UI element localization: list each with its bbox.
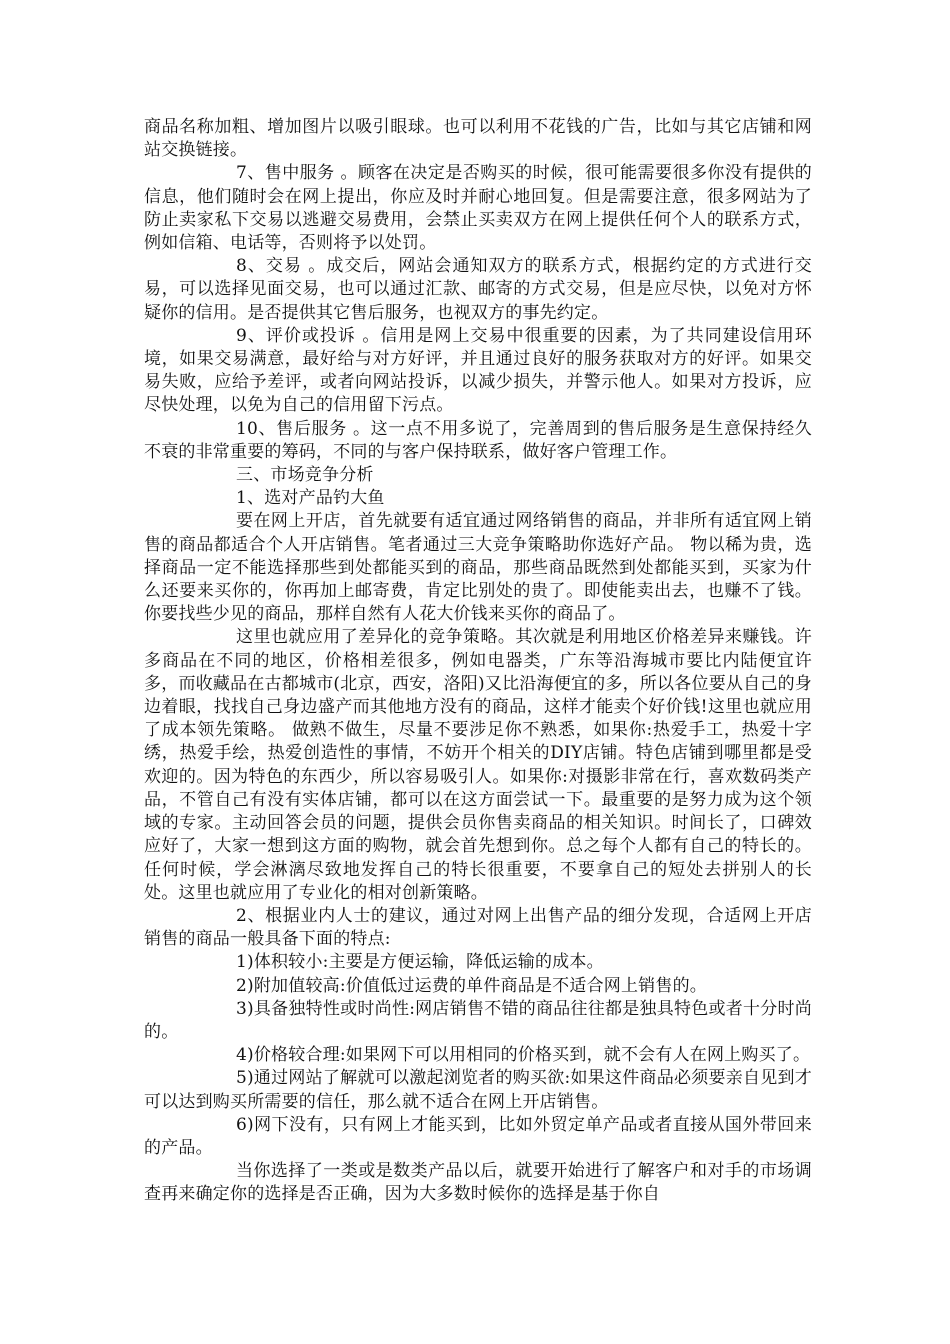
list-item: 1)体积较小:主要是方便运输，降低运输的成本。 [236,952,604,973]
paragraph: 当你选择了一类或是数类产品以后，就要开始进行了解客户和对手的市场调查再来确定你的选择是否正确，因为大多数时候你的选择是基于你自 [144,1161,812,1205]
section-heading: 三、市场竞争分析 [236,465,374,486]
list-item: 5)通过网站了解就可以激起浏览者的购买欲:如果这件商品必须要亲自见到才可以达到购买所需要的信任，那么就不适合在网上开店销售。 [144,1068,812,1112]
paragraph: 9、评价或投诉 。信用是网上交易中很重要的因素，为了共同建设信用环境，如果交易满意，最好给与对方好评，并且通过良好的服务获取对方的好评。如果交易失败，应给予差评，或者向网站投诉，以减少损失，并警示他人。如果对方投诉，应尽快处理，以免为自己的信用留下污点。 [144,325,812,416]
document-body [144,116,812,1207]
subsection-heading: 1、选对产品钓大鱼 [236,488,385,509]
paragraph: 2、根据业内人士的建议，通过对网上出售产品的细分发现，合适网上开店销售的商品一般具备下面的特点: [144,905,812,950]
paragraph: 商品名称加粗、增加图片以吸引眼球。也可以利用不花钱的广告，比如与其它店铺和网站交换链接。 [144,117,812,161]
list-item: 6)网下没有，只有网上才能买到，比如外贸定单产品或者直接从国外带回来的产品。 [144,1114,812,1158]
list-item: 2)附加值较高:价值低过运费的单件商品是不适合网上销售的。 [236,975,707,996]
list-item: 4)价格较合理:如果网下可以用相同的价格买到，就不会有人在网上购买了。 [236,1045,811,1066]
paragraph: 10、售后服务 。这一点不用多说了，完善周到的售后服务是生意保持经久不衰的非常重要的筹码，不同的与客户保持联系，做好客户管理工作。 [144,418,812,462]
list-item: 3)具备独特性或时尚性:网店销售不错的商品往往都是独具特色或者十分时尚的。 [144,998,812,1042]
paragraph: 7、售中服务 。顾客在决定是否购买的时候，很可能需要很多你没有提供的信息，他们随时会在网上提出，你应及时并耐心地回复。但是需要注意，很多网站为了防止卖家私下交易以逃避交易费用，会禁止买卖双方在网上提供任何个人的联系方式，例如信箱、电话等，否则将予以处罚。 [144,163,812,254]
paragraph: 这里也就应用了差异化的竞争策略。其次就是利用地区价格差异来赚钱。许多商品在不同的地区，价格相差很多，例如电器类，广东等沿海城市要比内陆便宜许多，而收藏品在古都城市(北京，西安，洛阳)又比沿海便宜的多，所以各位要从自己的身边着眼，找找自己身边盛产而其他地方没有的商品，这样才能卖个好价钱!这里也就应用了成本领先策略。 做熟不做生，尽量不要涉足你不熟悉，如果你:热爱手工，热爱十字绣，热爱手绘，热爱创造性的事情，不妨开个相关的DIY店铺。特色店铺到哪里都是受欢迎的。因为特色的东西少，所以容易吸引人。如果你:对摄影非常在行，喜欢数码类产品，不管自己有没有实体店铺，都可以在这方面尝试一下。最重要的是努力成为这个领域的专家。主动回答会员的问题，提供会员你售卖商品的相关知识。时间长了，口碑效应好了，大家一想到这方面的购物，就会首先想到你。总之每个人都有自己的特长的。任何时候，学会淋漓尽致地发挥自己的特长很重要，不要拿自己的短处去拼别人的长处。这里也就应用了专业化的相对创新策略。 [144,627,812,903]
paragraph: 要在网上开店，首先就要有适宜通过网络销售的商品，并非所有适宜网上销售的商品都适合个人开店销售。笔者通过三大竞争策略助你选好产品。 物以稀为贵，选择商品一定不能选择那些到处都能买到的商品，那些商品既然到处都能买到，买家为什么还要来买你的，你再加上邮寄费，肯定比别处的贵了。即使能卖出去，也赚不了钱。你要找些少见的商品，那样自然有人花大价钱来买你的商品了。 [144,511,812,625]
paragraph: 8、交易 。成交后，网站会通知双方的联系方式，根据约定的方式进行交易，可以选择见面交易，也可以通过汇款、邮寄的方式交易，但是应尽快，以免对方怀疑你的信用。是否提供其它售后服务，也视双方的事先约定。 [144,256,812,323]
